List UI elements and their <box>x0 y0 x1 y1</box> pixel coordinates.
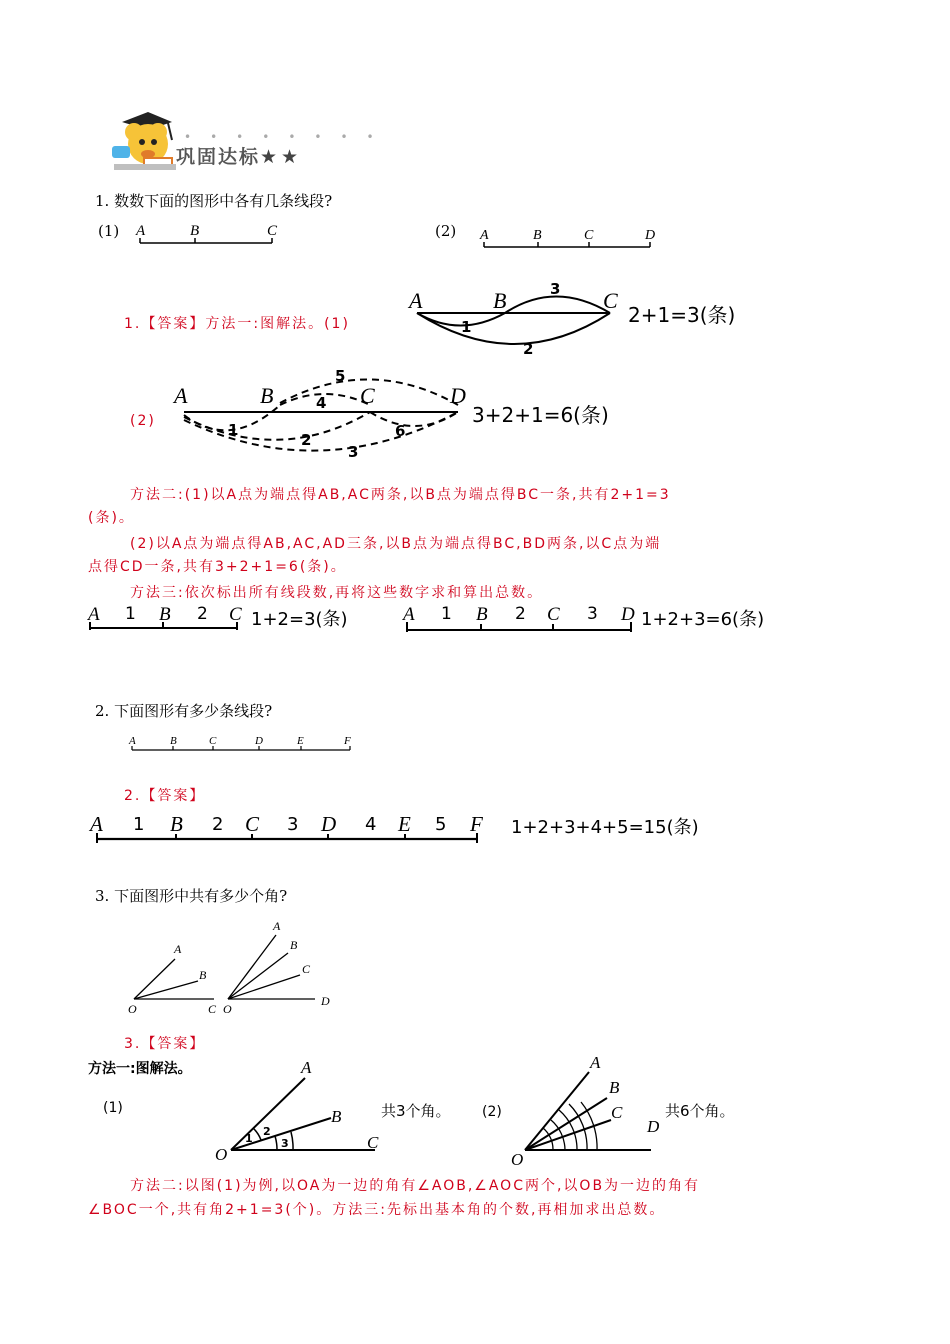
q2-strip-1: 1 <box>133 814 145 835</box>
q3-method2-line1: 方法二:以图(1)为例,以OA为一边的角有∠AOB,∠AOC两个,以OB为一边的角有 <box>130 1178 701 1194</box>
q3-text: 3. 下面图形中共有多少个角? <box>95 887 288 905</box>
fig2-arc-3: 3 <box>348 443 359 461</box>
q3-small-figures <box>120 915 350 1020</box>
q1-label2-a: A <box>480 228 489 243</box>
q3s2-c: C <box>302 962 311 976</box>
fig2-label-d: D <box>450 383 466 408</box>
fig2-arc-6: 6 <box>395 422 406 440</box>
fig2-formula: 3+2+1=6(条) <box>472 403 609 427</box>
q1-label-a: A <box>136 223 146 239</box>
big1-a: A <box>301 1058 312 1077</box>
q2-strip-d: D <box>321 812 337 836</box>
q1-label2-d: D <box>645 228 656 243</box>
q2-strip-a: A <box>90 812 103 836</box>
big2-o: O <box>511 1150 524 1169</box>
fig2-label-a: A <box>174 383 188 408</box>
fig1-label-b: B <box>493 288 507 313</box>
q1-method3: 方法三:依次标出所有线段数,再将这些数字求和算出总数。 <box>130 585 544 601</box>
strip1-formula: 1+2=3(条) <box>251 609 348 630</box>
q2-strip-5: 5 <box>435 814 447 835</box>
q1-text: 1. 数数下面的图形中各有几条线段? <box>95 192 333 210</box>
big1-o: O <box>215 1145 228 1164</box>
q2-strip-f: F <box>470 812 483 836</box>
fig2-label-b: B <box>260 383 274 408</box>
q1-label-b: B <box>190 223 200 239</box>
q1-segment-abc <box>130 218 290 254</box>
q2-strip-e: E <box>398 812 411 836</box>
fig1-arc-1: 1 <box>461 318 472 336</box>
fig1-arc-2: 2 <box>523 340 534 358</box>
fig2-arc-4: 4 <box>316 394 327 412</box>
strip2-2: 2 <box>515 604 526 624</box>
q3s1-c: C <box>208 1002 217 1016</box>
big2-a: A <box>590 1053 601 1072</box>
q2-label-a: A <box>129 735 136 747</box>
strip2-1: 1 <box>441 604 452 624</box>
q1-sub2-red: (2) <box>130 413 156 429</box>
q3-big-sub2: (2) <box>482 1104 502 1120</box>
q3s2-a: A <box>273 919 281 933</box>
q2-formula: 1+2+3+4+5=15(条) <box>511 817 699 838</box>
q2-text: 2. 下面图形有多少条线段? <box>95 702 273 720</box>
strip2-d: D <box>621 604 635 625</box>
q1-method2-line2: (条)。 <box>88 510 135 526</box>
q1-sub2: (2) <box>435 222 457 240</box>
strip2-3: 3 <box>587 604 598 624</box>
q3-big-figures <box>95 1050 815 1170</box>
header-dots: •••••••• <box>184 130 393 144</box>
q1-method2-line4: 点得CD一条,共有3+2+1=6(条)。 <box>88 559 347 575</box>
big1-angle-2: 2 <box>263 1125 271 1138</box>
q2-label-e: E <box>297 735 304 747</box>
q2-strip-b: B <box>170 812 183 836</box>
fig1-arc-3: 3 <box>550 280 561 298</box>
q1-fig2-arcs <box>170 365 650 470</box>
q1-method2-line3: (2)以A点为端点得AB,AC,AD三条,以B点为端点得BC,BD两条,以C点为端 <box>130 536 662 552</box>
fig2-arc-1: 1 <box>228 421 239 439</box>
big2-b: B <box>609 1078 620 1097</box>
strip1-1: 1 <box>125 604 136 624</box>
q3s2-d: D <box>321 994 330 1008</box>
q3s1-o: O <box>128 1002 137 1016</box>
strip1-c: C <box>229 604 242 625</box>
q1-strips <box>85 600 805 640</box>
fig2-label-c: C <box>360 383 375 408</box>
q1-method2-line1: 方法二:(1)以A点为端点得AB,AC两条,以B点为端点得BC一条,共有2+1=3 <box>130 487 671 503</box>
q1-answer-prefix: 1.【答案】方法一:图解法。(1) <box>124 316 350 332</box>
header-title <box>176 142 302 169</box>
q3s2-b: B <box>290 938 298 952</box>
header-title-text: 巩固达标 <box>176 146 261 168</box>
q3-method1: 方法一:图解法。 <box>88 1061 192 1077</box>
q2-label-f: F <box>344 735 351 747</box>
q3s1-a: A <box>174 942 182 956</box>
q2-strip-2: 2 <box>212 814 224 835</box>
q2-label-c: C <box>209 735 217 747</box>
strip2-b: B <box>476 604 488 625</box>
header-badge <box>108 110 393 172</box>
q2-strip-c: C <box>245 812 260 836</box>
q2-strip-4: 4 <box>365 814 377 835</box>
q3s1-b: B <box>199 968 207 982</box>
strip2-formula: 1+2+3=6(条) <box>641 609 765 630</box>
fig1-formula: 2+1=3(条) <box>628 303 736 327</box>
big2-result: 共6个角。 <box>665 1102 735 1120</box>
big1-c: C <box>367 1133 379 1152</box>
big2-d: D <box>647 1117 660 1136</box>
strip1-2: 2 <box>197 604 208 624</box>
big1-angle-3: 3 <box>281 1137 289 1150</box>
big1-angle-1: 1 <box>245 1132 253 1145</box>
q1-label2-c: C <box>584 228 594 243</box>
fig1-label-c: C <box>603 288 618 313</box>
q3-method2-line2: ∠BOC一个,共有角2+1=3(个)。方法三:先标出基本角的个数,再相加求出总数。 <box>88 1202 666 1218</box>
q1-label2-b: B <box>533 228 542 243</box>
big2-c: C <box>611 1103 623 1122</box>
strip1-b: B <box>159 604 171 625</box>
q3-answer: 3.【答案】 <box>124 1036 206 1052</box>
fig2-arc-2: 2 <box>301 431 312 449</box>
q2-answer: 2.【答案】 <box>124 788 206 804</box>
big1-result: 共3个角。 <box>381 1102 451 1120</box>
big1-b: B <box>331 1107 342 1126</box>
q2-strip <box>85 805 765 850</box>
q1-sub1: (1) <box>98 222 120 240</box>
q3-big-sub1: (1) <box>103 1100 123 1116</box>
strip1-a: A <box>88 604 100 625</box>
scholar-mascot-icon <box>108 110 180 172</box>
q1-segment-abcd <box>474 220 664 256</box>
strip2-a: A <box>403 604 415 625</box>
q3s2-o: O <box>223 1002 232 1016</box>
header-stars: ★★ <box>260 146 303 168</box>
strip2-c: C <box>547 604 560 625</box>
q2-strip-3: 3 <box>287 814 299 835</box>
q2-label-b: B <box>170 735 177 747</box>
q2-label-d: D <box>255 735 263 747</box>
fig2-arc-5: 5 <box>335 367 346 385</box>
fig1-label-a: A <box>409 288 423 313</box>
q1-fig1-arcs <box>405 280 765 360</box>
q1-label-c: C <box>267 223 278 239</box>
q2-segment <box>124 730 364 760</box>
